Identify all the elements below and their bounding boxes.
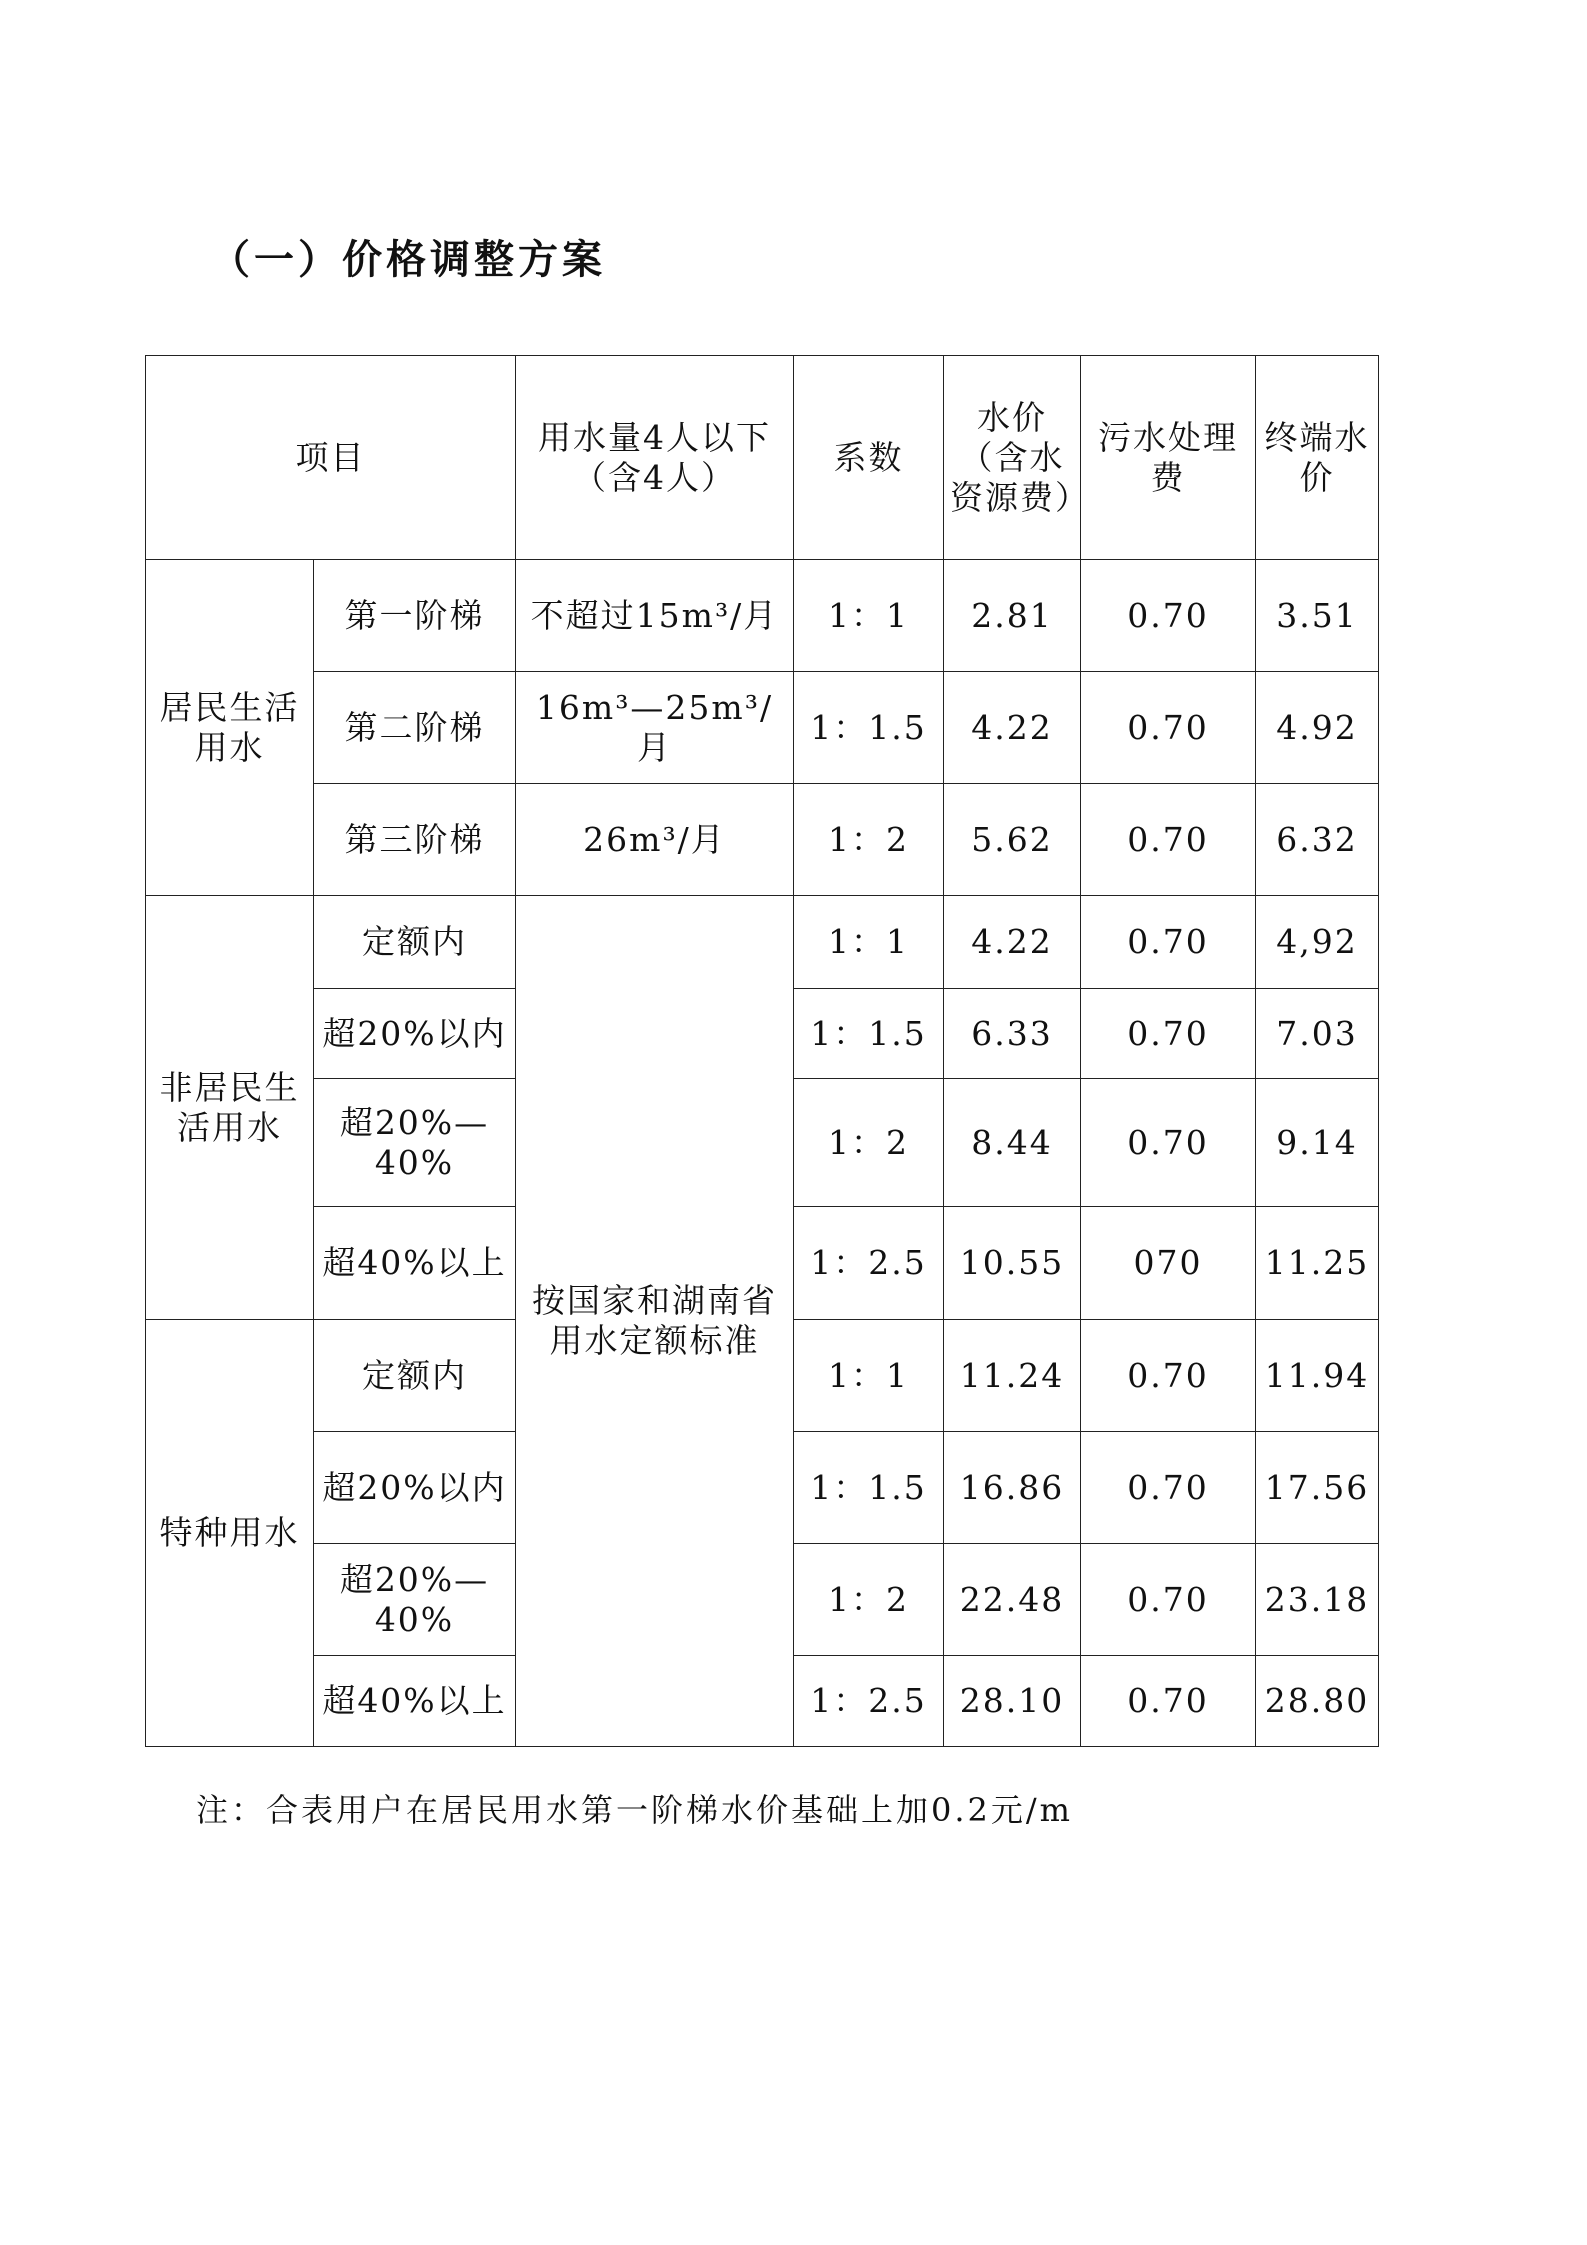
usage-cell: 不超过15m³/月: [516, 560, 794, 672]
final-cell: 4,92: [1256, 896, 1379, 989]
price-cell: 11.24: [944, 1320, 1081, 1432]
final-cell: 7.03: [1256, 989, 1379, 1079]
final-cell: 6.32: [1256, 784, 1379, 896]
sewage-cell: 0.70: [1081, 672, 1256, 784]
price-cell: 4.22: [944, 896, 1081, 989]
section-heading: （一）价格调整方案: [210, 237, 606, 283]
final-cell: 9.14: [1256, 1079, 1379, 1207]
price-cell: 10.55: [944, 1207, 1081, 1320]
tier-cell: 第一阶梯: [314, 560, 516, 672]
tier-cell: 定额内: [314, 896, 516, 989]
price-cell: 16.86: [944, 1432, 1081, 1544]
group-residential: 居民生活用水: [146, 560, 314, 896]
tier-cell: 第三阶梯: [314, 784, 516, 896]
table-row: [146, 896, 1379, 989]
table-row: [146, 560, 1379, 672]
footnote: 注：合表用户在居民用水第一阶梯水价基础上加0.2元/m: [196, 1791, 1074, 1829]
table-header-row: [146, 356, 1379, 560]
price-cell: 28.10: [944, 1656, 1081, 1747]
header-sewage: 污水处理费: [1081, 356, 1256, 560]
sewage-cell: 0.70: [1081, 1079, 1256, 1207]
quota-standard-cell: 按国家和湖南省用水定额标准: [516, 896, 794, 1747]
final-cell: 3.51: [1256, 560, 1379, 672]
price-cell: 2.81: [944, 560, 1081, 672]
coef-cell: 1：2.5: [794, 1656, 944, 1747]
price-cell: 4.22: [944, 672, 1081, 784]
price-cell: 22.48: [944, 1544, 1081, 1656]
price-cell: 8.44: [944, 1079, 1081, 1207]
coef-cell: 1：1.5: [794, 989, 944, 1079]
coef-cell: 1：1: [794, 896, 944, 989]
usage-cell: 26m³/月: [516, 784, 794, 896]
sewage-cell: 0.70: [1081, 560, 1256, 672]
final-cell: 11.25: [1256, 1207, 1379, 1320]
coef-cell: 1：1.5: [794, 672, 944, 784]
coef-cell: 1：2: [794, 784, 944, 896]
final-cell: 17.56: [1256, 1432, 1379, 1544]
coef-cell: 1：2: [794, 1079, 944, 1207]
coef-cell: 1：2: [794, 1544, 944, 1656]
header-final: 终端水价: [1256, 356, 1379, 560]
price-cell: 6.33: [944, 989, 1081, 1079]
coef-cell: 1：1: [794, 560, 944, 672]
tier-cell: 超20%以内: [314, 1432, 516, 1544]
table-row: [146, 784, 1379, 896]
tier-cell: 超20%—40%: [314, 1079, 516, 1207]
header-water-price: 水价（含水资源费）: [944, 356, 1081, 560]
final-cell: 4.92: [1256, 672, 1379, 784]
usage-cell: 16m³—25m³/月: [516, 672, 794, 784]
tier-cell: 第二阶梯: [314, 672, 516, 784]
header-usage: 用水量4人以下（含4人）: [516, 356, 794, 560]
tier-cell: 超40%以上: [314, 1656, 516, 1747]
coef-cell: 1：2.5: [794, 1207, 944, 1320]
sewage-cell: 0.70: [1081, 989, 1256, 1079]
tier-cell: 超20%—40%: [314, 1544, 516, 1656]
coef-cell: 1：1.5: [794, 1432, 944, 1544]
table-row: [146, 672, 1379, 784]
group-non-residential: 非居民生活用水: [146, 896, 314, 1320]
final-cell: 11.94: [1256, 1320, 1379, 1432]
final-cell: 28.80: [1256, 1656, 1379, 1747]
sewage-cell: 070: [1081, 1207, 1256, 1320]
final-cell: 23.18: [1256, 1544, 1379, 1656]
price-cell: 5.62: [944, 784, 1081, 896]
sewage-cell: 0.70: [1081, 1320, 1256, 1432]
tier-cell: 超40%以上: [314, 1207, 516, 1320]
header-item: 项目: [146, 356, 516, 560]
sewage-cell: 0.70: [1081, 1544, 1256, 1656]
coef-cell: 1：1: [794, 1320, 944, 1432]
tier-cell: 超20%以内: [314, 989, 516, 1079]
sewage-cell: 0.70: [1081, 784, 1256, 896]
sewage-cell: 0.70: [1081, 1656, 1256, 1747]
sewage-cell: 0.70: [1081, 1432, 1256, 1544]
sewage-cell: 0.70: [1081, 896, 1256, 989]
price-table: [145, 355, 1379, 1747]
header-coef: 系数: [794, 356, 944, 560]
group-special: 特种用水: [146, 1320, 314, 1747]
tier-cell: 定额内: [314, 1320, 516, 1432]
